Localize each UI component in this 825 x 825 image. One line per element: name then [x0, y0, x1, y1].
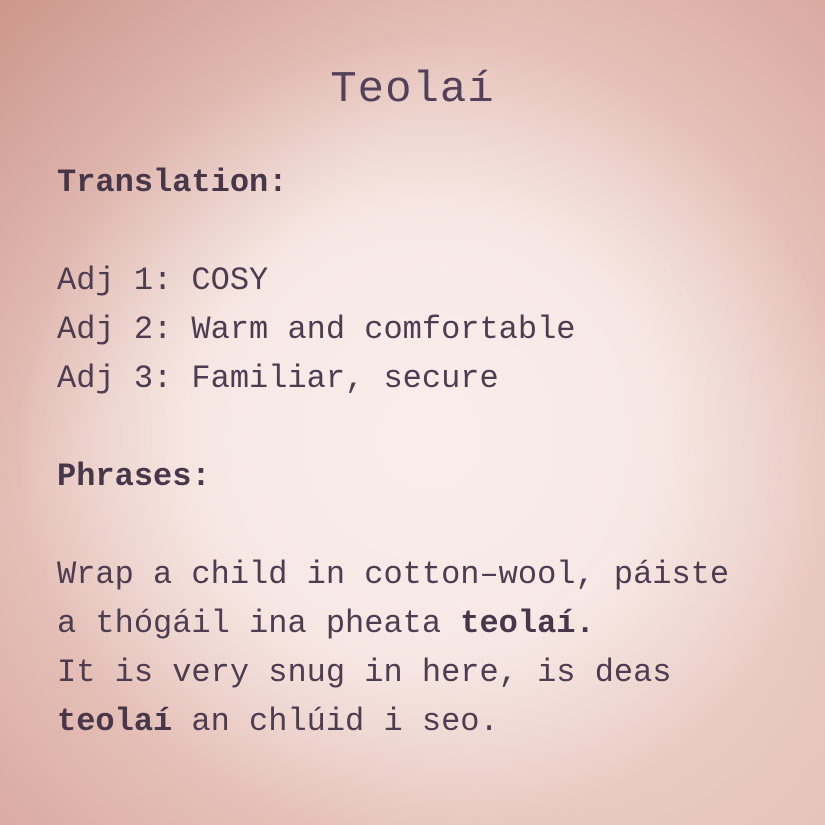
- adjective-line-2: Adj 2: Warm and comfortable: [57, 311, 576, 348]
- phrases-heading: Phrases:: [57, 458, 211, 495]
- blank-line: [57, 501, 785, 550]
- phrase-line-1: Wrap a child in cotton–wool, páiste: [57, 556, 730, 593]
- blank-line: [57, 403, 785, 452]
- phrase-line-2-keyword: teolaí.: [460, 605, 595, 642]
- phrase-line-4-keyword: teolaí: [57, 703, 173, 740]
- card-content: [0, 158, 825, 746]
- phrase-line-2-text: a thógáil ina pheata: [57, 605, 461, 642]
- translation-heading: Translation:: [57, 164, 288, 201]
- phrase-line-4-text: an chlúid i seo.: [172, 703, 499, 740]
- phrase-line-4: [57, 697, 785, 746]
- adjective-line-1: Adj 1: COSY: [57, 262, 269, 299]
- blank-line: [57, 207, 785, 256]
- phrase-line-2: [57, 599, 785, 648]
- adjective-line-3: Adj 3: Familiar, secure: [57, 360, 499, 397]
- page-title: Teolaí: [330, 65, 495, 115]
- phrase-line-3: It is very snug in here, is deas: [57, 654, 672, 691]
